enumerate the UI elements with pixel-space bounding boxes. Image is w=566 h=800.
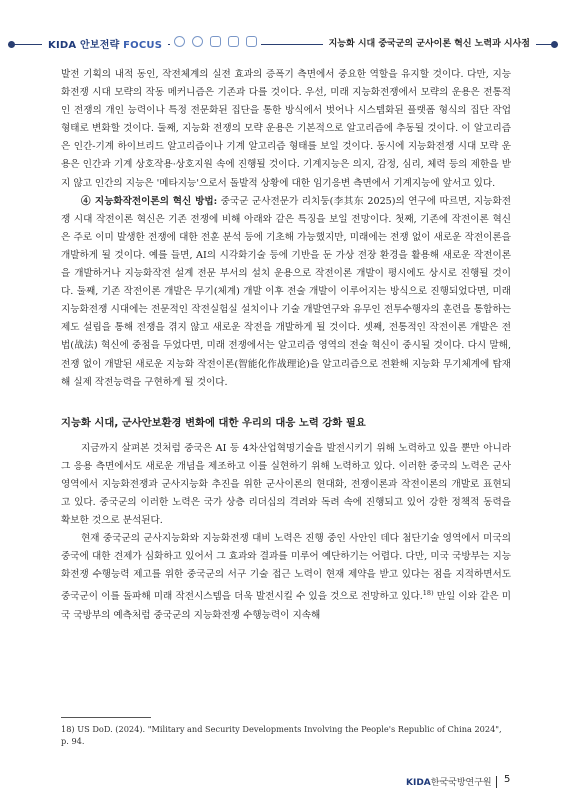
paragraph-2 xyxy=(61,193,511,392)
footer-divider xyxy=(496,776,497,788)
footnote-divider xyxy=(61,717,151,718)
shield-icon xyxy=(228,36,239,47)
publication-brand xyxy=(42,36,168,51)
brand-accent: FOCUS xyxy=(123,40,163,51)
running-title: 지능화 시대 중국군의 군사이론 혁신 노력과 시사점 xyxy=(323,36,536,49)
footer-logo-brand: KIDA xyxy=(406,778,431,788)
header-icons xyxy=(170,36,261,47)
footnote-reference[interactable]: 18) xyxy=(422,589,434,598)
paragraph-4-continued: 만일 이와 같은 미국 국방부의 예측처럼 중국군의 지능화전쟁 수행능력이 지속해 xyxy=(61,591,511,621)
page-number: 5 xyxy=(504,774,511,785)
header-dot-right xyxy=(551,41,558,48)
paragraph-4 xyxy=(61,530,511,625)
globe-icon xyxy=(174,36,185,47)
footer-logo-text: 한국국방연구원 xyxy=(430,778,492,788)
footnote: 18) US DoD. (2024). "Military and Security Developments Involving the People's Republic of China 2024", p. 94. xyxy=(61,724,502,746)
footer-logo xyxy=(406,775,492,788)
magnifier-icon xyxy=(192,36,203,47)
people-icon xyxy=(210,36,221,47)
document-icon xyxy=(246,36,257,47)
section-heading: 지능화 시대, 군사안보환경 변화에 대한 우리의 대응 노력 강화 필요 xyxy=(61,416,366,429)
page-header xyxy=(0,33,566,55)
paragraph-4-text: 현재 중국군의 군사지능화와 지능화전쟁 대비 노력은 진행 중인 사안인 데다 첨단기술 영역에서 미국의 중국에 대한 견제가 심화하고 있어서 그 효과와 결과를 미루어 예단하기는 어렵다. 다만, 미국 국방부는 지능화전쟁 수행능력 제고를 위한 중국군의 서구 기술 접근 노력이 현재 제약을 받고 있다는 점을 지적하면서도 중국군이 이를 돌파해 미래 작전시스템을 더욱 발전시킬 수 있을 것으로 전망하고 있다. xyxy=(61,533,511,603)
paragraph-2-lead: ④ 지능화작전이론의 혁신 방법: xyxy=(81,195,218,207)
header-dot-left xyxy=(8,41,15,48)
paragraph-3: 지금까지 살펴본 것처럼 중국은 AI 등 4차산업혁명기술을 발전시키기 위해 노력하고 있을 뿐만 아니라 그 응용 측면에서도 새로운 개념을 제조하고 이를 실현하기 위해 노력하고 있다. 이러한 중국의 노력은 군사 영역에서 지능화전쟁과 군사지능화 추진을 위한 군사이론의 현대화, 전쟁이론과 작전이론의 개발로 표현되고 있다. 중국군의 이러한 노력은 국가 상층 리더십의 격려와 독려 속에 진행되고 있어 강한 정책적 동력을 확보한 것으로 분석된다. xyxy=(61,442,511,527)
brand-main: KIDA 안보전략 xyxy=(48,40,124,51)
paragraph-2-text: 중국군 군사전문가 리치둥(李其东 2025)의 연구에 따르면, 지능화전쟁 시대 작전이론 혁신은 기존 전쟁에 비해 아래와 같은 특징을 보일 전망이다. 첫째, 기존에 작전이론 혁신은 주로 이미 발생한 전쟁에 대한 전훈 분석 등에 기초해 가능했지만, 미래에는 전쟁 없이 새로운 작전이론을 개발하게 될 것이다. 예를 들면, AI의 시각화기술 등에 기반을 둔 가상 전장 환경을 활용해 새로운 작전이론을 개발하거나 지능화작전 설계 전문 부서의 설치 운용으로 작전이론 개발이 평시에도 상시로 진행될 것이다. 둘째, 기존 작전이론 개발은 무기(체계) 개발 이후 전술 개발이 이루어지는 방식으로 진행되었다면, 미래 지능화전쟁 시대에는 전문적인 작전실험실 설치이나 기술 개발연구와 유무인 전투수행자의 훈련을 통합하는 제도 설립을 통해 전쟁을 겪지 않고 새로운 작전을 개발하게 될 것이다. 셋째, 전통적인 작전이론 개발은 전법(战法) 혁신에 중점을 두었다면, 미래 전쟁에서는 알고리즘 영역의 전술 혁신이 중시될 것이다. 다시 말해, 전쟁 없이 개발된 새로운 지능화 작전이론(智能化作战理论)을 알고리즘으로 전환해 지능화 무기체계에 탑재해 실제 작전능력을 구현하게 될 것이다. xyxy=(61,195,511,388)
article-body xyxy=(61,66,511,625)
paragraph-1: 발전 기획의 내적 동인, 작전체계의 실전 효과의 증폭기 측면에서 중요한 역할을 유지할 것이다. 다만, 지능화전쟁 시대 모략의 작동 메커니즘은 기존과 다를 것이다. 우선, 미래 지능화전쟁에서 모략의 운용은 전통적인 전쟁의 개인 능력이나 특정 전문화된 집단을 통한 방식에서 벗어나 시스템화된 플랫폼 형식의 집단 작업 형태로 변화할 것이다. 둘째, 지능화 전쟁의 모략 운용은 기본적으로 알고리즘에 추동될 것이다. 이 알고리즘은 인간-기계 하이브리드 알고리즘이나 기계 알고리즘 형태를 보일 것이다. 동시에 지능화전쟁 시대 모략 운용은 인간과 기계 상호작용·상호지원 속에 진행될 것이다. 기계지능은 의지, 감정, 심리, 체력 등의 제한을 받지 않고 인간의 지능은 '메타지능'으로서 돌발적 상황에 대한 임기응변 측면에서 기계지능에 앞서고 있다. xyxy=(61,69,511,189)
